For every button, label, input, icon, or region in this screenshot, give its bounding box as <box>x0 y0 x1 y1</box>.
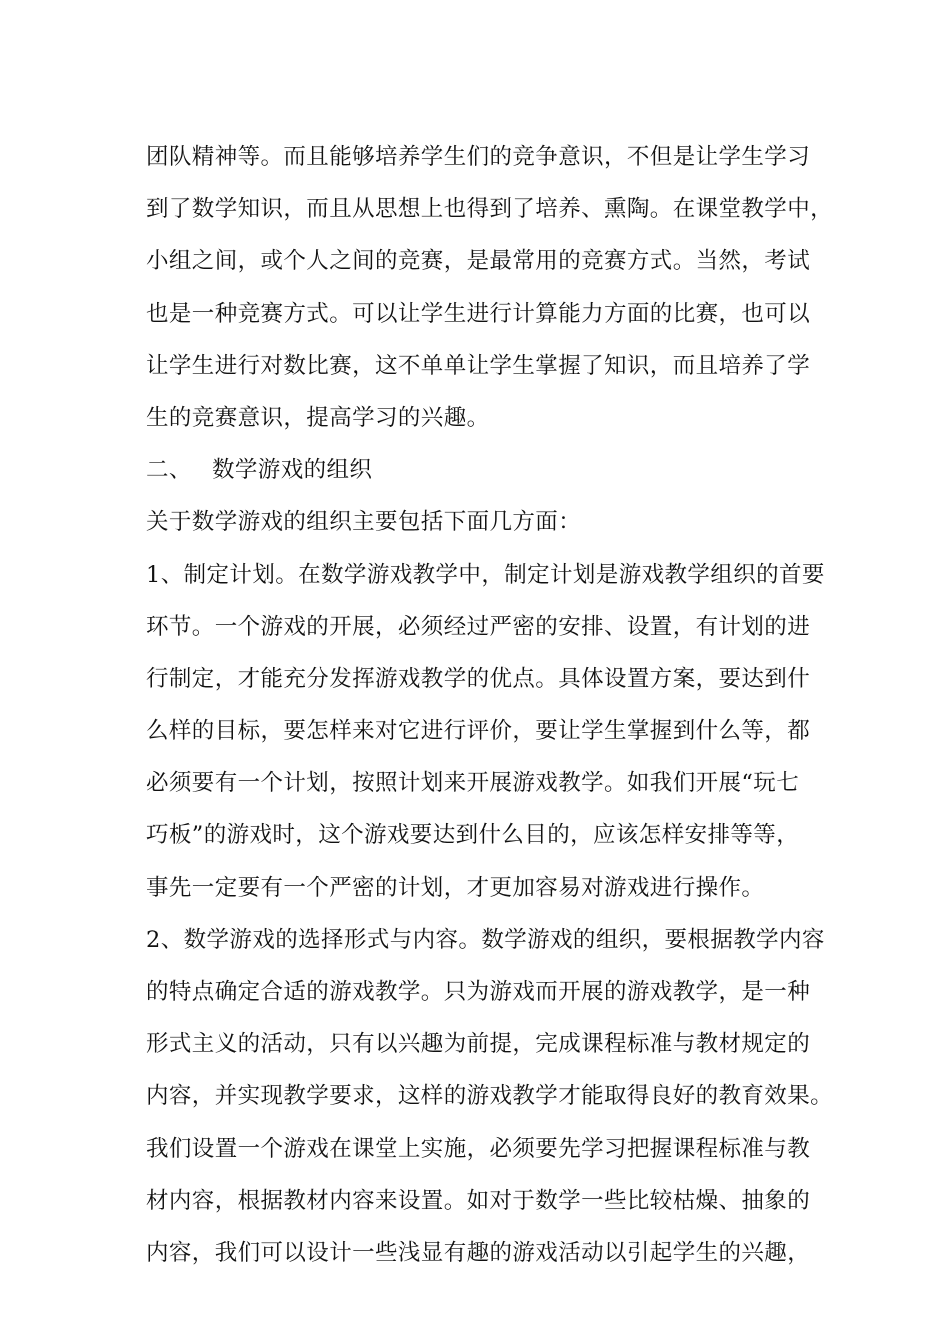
item1-line: 巧板”的游戏时，这个游戏要达到什么目的，应该怎样安排等等， <box>146 822 800 849</box>
intro-line: 关于数学游戏的组织主要包括下面几方面： <box>146 509 582 536</box>
paragraph-line: 让学生进行对数比赛，这不单单让学生掌握了知识，而且培养了学 <box>146 352 811 379</box>
item1-line: 事先一定要有一个严密的计划，才更加容易对游戏进行操作。 <box>146 874 765 901</box>
item2-line: 2、数学游戏的选择形式与内容。数学游戏的组织，要根据教学内容 <box>146 926 825 953</box>
section-title: 数学游戏的组织 <box>212 457 373 484</box>
item2-line: 材内容，根据教材内容来设置。如对于数学一些比较枯燥、抽象的 <box>146 1187 811 1214</box>
paragraph-line: 也是一种竞赛方式。可以让学生进行计算能力方面的比赛，也可以 <box>146 300 811 327</box>
item2-line: 内容，我们可以设计一些浅显有趣的游戏活动以引起学生的兴趣， <box>146 1239 811 1266</box>
item2-line: 的特点确定合适的游戏教学。只为游戏而开展的游戏教学，是一种 <box>146 979 811 1005</box>
paragraph-line: 到了数学知识，而且从思想上也得到了培养、熏陶。在课堂教学中， <box>146 196 834 223</box>
item2-line: 我们设置一个游戏在课堂上实施，必须要先学习把握课程标准与教 <box>146 1135 811 1162</box>
item2-line: 内容，并实现教学要求，这样的游戏教学才能取得良好的教育效果。 <box>146 1083 834 1110</box>
paragraph-line: 生的竞赛意识，提高学习的兴趣。 <box>146 404 490 431</box>
item1-line: 么样的目标，要怎样来对它进行评价，要让学生掌握到什么等，都 <box>146 718 811 745</box>
section-number: 二、 <box>146 457 192 484</box>
item2-line: 形式主义的活动，只有以兴趣为前提，完成课程标准与教材规定的 <box>146 1031 811 1058</box>
paragraph-line: 团队精神等。而且能够培养学生们的竞争意识，不但是让学生学习 <box>146 144 811 170</box>
item1-line: 1、制定计划。在数学游戏教学中，制定计划是游戏教学组织的首要 <box>146 561 825 588</box>
section-heading <box>146 444 810 496</box>
item1-line: 行制定，才能充分发挥游戏教学的优点。具体设置方案，要达到什 <box>146 665 811 692</box>
item1-line: 环节。一个游戏的开展，必须经过严密的安排、设置，有计划的进 <box>146 613 811 640</box>
paragraph-line: 小组之间，或个人之间的竞赛，是最常用的竞赛方式。当然，考试 <box>146 248 811 275</box>
document-body <box>146 131 834 1279</box>
item1-line: 必须要有一个计划，按照计划来开展游戏教学。如我们开展“玩七 <box>146 770 800 797</box>
